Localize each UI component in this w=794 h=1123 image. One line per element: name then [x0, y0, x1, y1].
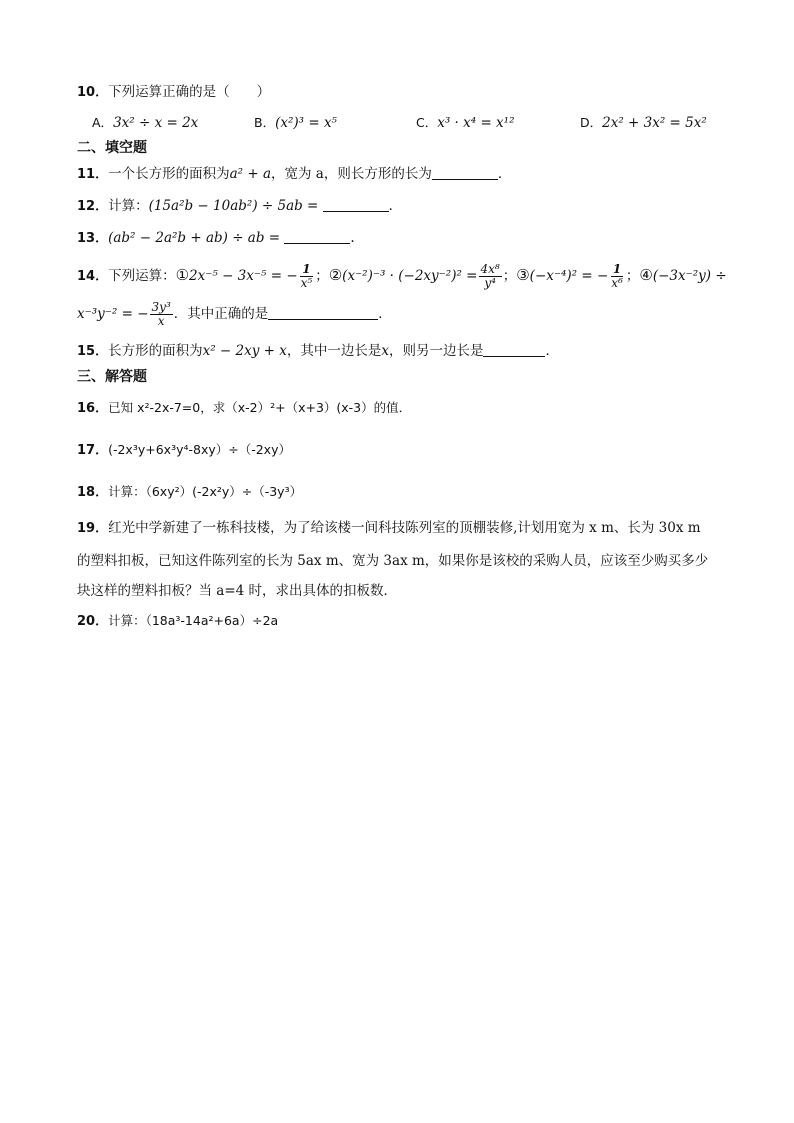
question-11: 11．一个长方形的面积为a² + a，宽为 a，则长方形的长为 ． — [77, 166, 512, 182]
question-14-continued: x⁻³y⁻² = − $\frac{\text{3y³}}{x}$ ．其中正确的是 ． — [77, 300, 392, 328]
question-text: 下列运算正确的是（ ） — [108, 84, 271, 100]
question-14: 14．下列运算：①2x⁻⁵ − 3x⁻⁵ = − $\frac{1}{\text{x⁵}}$ ；②(x⁻²)⁻³ · (−2xy⁻²)² = $\frac{\text{4x⁸}}{\text{y⁴}}$ ；③(−x⁻⁴)² = − $\frac{1}{\text{x⁶}}$ ；④(−3x⁻²y) ÷ — [77, 262, 727, 290]
question-19-line-3: 块这样的塑料扣板？当 a=4 时，求出具体的扣板数． — [77, 583, 398, 599]
fraction: $\frac{\text{4x⁸}}{\text{y⁴}}$ — [480, 262, 500, 290]
fraction: $\frac{1}{\text{x⁶}}$ — [611, 262, 623, 290]
answer-blank — [323, 197, 389, 212]
question-12: 12．计算：(15a²b − 10ab²) ÷ 5ab = ． — [77, 198, 403, 214]
answer-blank — [268, 305, 378, 320]
question-19: 19．红光中学新建了一栋科技楼，为了给该楼一间科技陈列室的顶棚装修,计划用宽为 x m、长为 30x m — [77, 520, 701, 536]
question-16: 16．已知 x²-2x-7=0，求（x-2）²+（x+3）(x-3）的值． — [77, 400, 412, 416]
question-18: 18．计算：（6xy²）(-2x²y）÷（-3y³） — [77, 484, 303, 500]
question-10-options — [92, 113, 754, 133]
option-b: B．(x²)³ = x⁵ — [254, 115, 337, 131]
question-number: 10． — [77, 85, 109, 100]
section-heading-answer: 三、解答题 — [77, 369, 147, 385]
fraction: $\frac{\text{3y³}}{x}$ — [151, 300, 171, 328]
question-15: 15．长方形的面积为x² − 2xy + x，其中一边长是x，则另一边长是 ． — [77, 343, 559, 359]
answer-blank — [483, 342, 545, 357]
question-20: 20．计算：（18a³-14a²+6a）÷2a — [77, 613, 279, 629]
question-13: 13．(ab² − 2a²b + ab) ÷ ab = . — [77, 230, 355, 246]
option-a: A．3x² ÷ x = 2x — [92, 115, 199, 131]
fraction: $\frac{1}{\text{x⁵}}$ — [300, 262, 313, 290]
section-heading-fill-in: 二、填空题 — [77, 140, 147, 156]
answer-blank — [432, 165, 498, 180]
option-d: D．2x² + 3x² = 5x² — [580, 115, 707, 131]
question-17: 17．(-2x³y+6x³y⁴-8xy）÷（-2xy） — [77, 442, 291, 458]
answer-blank — [284, 229, 350, 244]
option-c: C．x³ · x⁴ = x¹² — [416, 115, 515, 131]
question-10 — [77, 82, 754, 103]
question-19-line-2: 的塑料扣板，已知这件陈列室的长为 5ax m、宽为 3ax m，如果你是该校的采购人员，应该至少购买多少 — [77, 553, 709, 569]
